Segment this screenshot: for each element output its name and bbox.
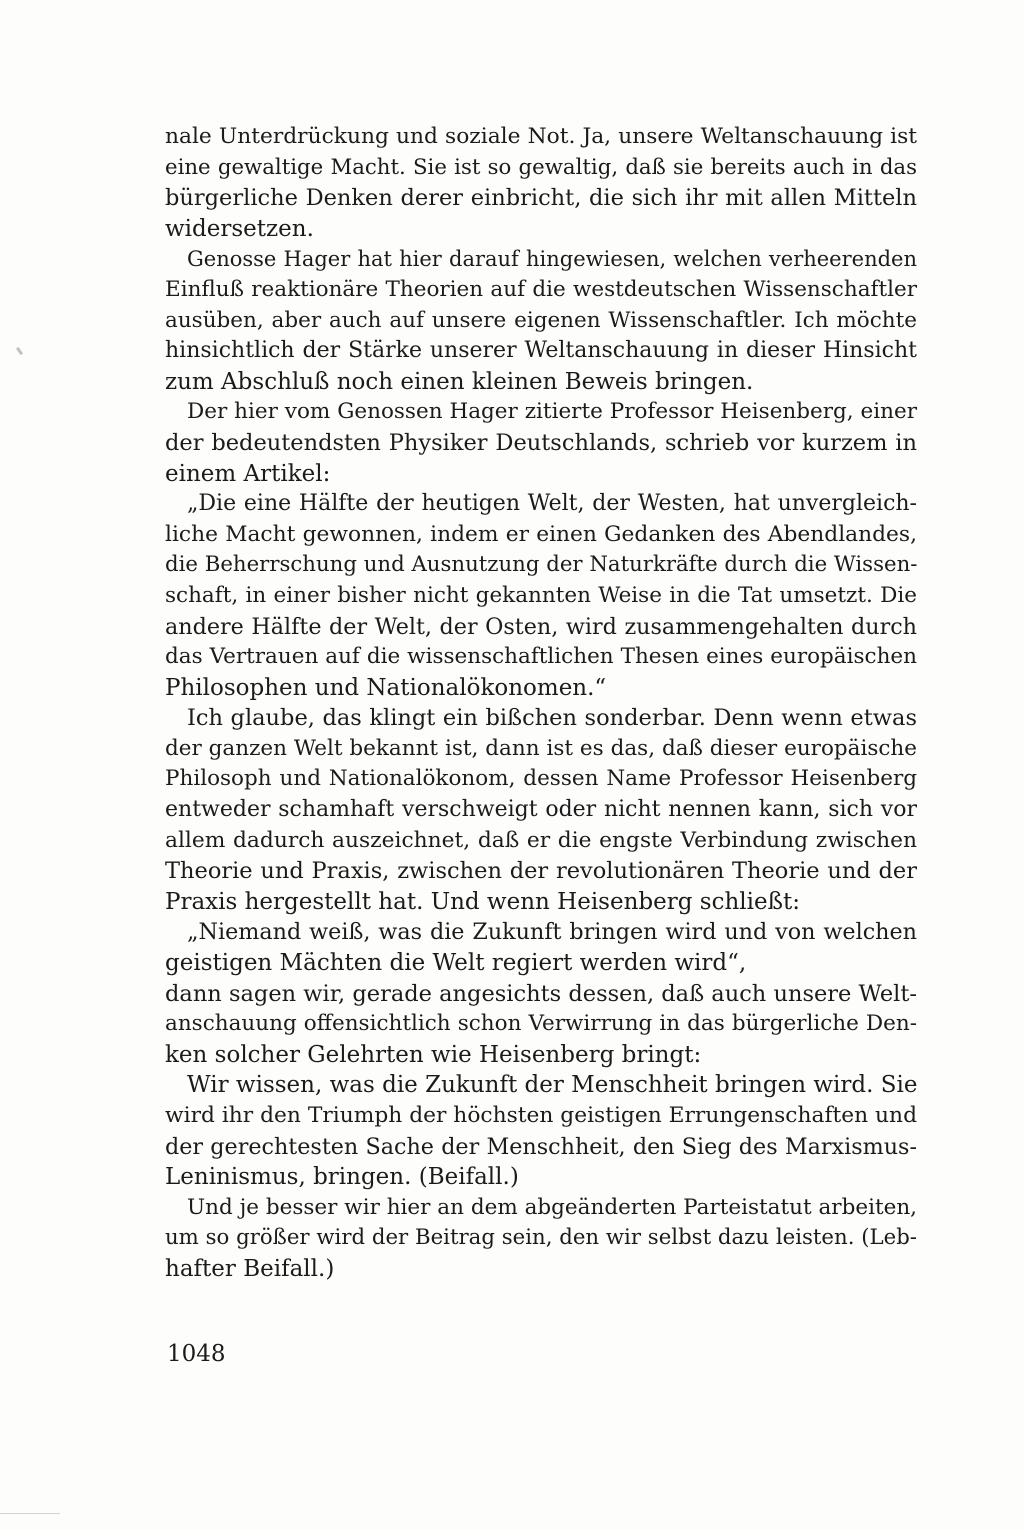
text-line: der ganzen Welt bekannt ist, dann ist es das, daß dieser europäische (165, 735, 917, 761)
text-line: andere Hälfte der Welt, der Osten, wird zusammengehalten durch (165, 613, 917, 640)
text-line: Der hier vom Genossen Hager zitierte Professor Heisenberg, einer (187, 399, 917, 425)
text-line: widersetzen. (165, 215, 314, 242)
text-line: Philosoph und Nationalökonom, dessen Name Professor Heisenberg (165, 766, 917, 792)
scan-speck (16, 347, 23, 355)
text-line: Leninismus, bringen. (Beifall.) (165, 1164, 519, 1191)
text-line: Genosse Hager hat hier darauf hingewiesen, welchen verheerenden (187, 247, 917, 272)
text-line: Wir wissen, was die Zukunft der Menschheit bringen wird. Sie (187, 1072, 918, 1099)
text-line: Ich glaube, das klingt ein bißchen sonderbar. Denn wenn etwas (187, 705, 917, 732)
text-line: hinsichtlich der Stärke unserer Weltanschauung in dieser Hinsicht (165, 338, 917, 364)
text-line: „Die eine Hälfte der heutigen Welt, der Westen, hat unvergleich- (187, 491, 917, 517)
text-line: entweder schamhaft verschweigt oder nicht nennen kann, sich vor (165, 797, 917, 823)
text-line: „Niemand weiß, was die Zukunft bringen wird und von welchen (187, 919, 917, 946)
text-line: Einfluß reaktionäre Theorien auf die westdeutschen Wissenschaftler (165, 276, 917, 302)
text-line: allem dadurch auszeichnet, daß er die engste Verbindung zwischen (165, 827, 917, 853)
text-line: das Vertrauen auf die wissenschaftlichen Thesen eines europäischen (165, 644, 917, 670)
text-line: eine gewaltige Macht. Sie ist so gewaltig, daß sie bereits auch in das (165, 154, 917, 180)
text-line: die Beherrschung und Ausnutzung der Naturkräfte durch die Wissen- (165, 552, 918, 578)
text-line: ken solcher Gelehrten wie Heisenberg bringt: (165, 1041, 702, 1068)
text-line: hafter Beifall.) (165, 1255, 335, 1282)
text-line: wird ihr den Triumph der höchsten geistigen Errungenschaften und (165, 1103, 917, 1128)
text-line: zum Abschluß noch einen kleinen Beweis bringen. (165, 368, 754, 395)
text-line: um so größer wird der Beitrag sein, den wir selbst dazu leisten. (Leb- (165, 1225, 917, 1251)
text-line: ausüben, aber auch auf unsere eigenen Wissenschaftler. Ich möchte (165, 307, 917, 333)
text-line: Theorie und Praxis, zwischen der revolutionären Theorie und der (165, 858, 917, 885)
text-line: Und je besser wir hier an dem abgeänderten Parteistatut arbeiten, (187, 1194, 917, 1220)
text-line: geistigen Mächten die Welt regiert werden wird“, (165, 950, 747, 977)
text-line: dann sagen wir, gerade angesichts dessen, daß auch unsere Welt- (165, 980, 917, 1007)
scan-edge-mark (0, 1513, 60, 1514)
text-line: anschauung offensichtlich schon Verwirrung in das bürgerliche Den- (165, 1011, 917, 1037)
text-line: liche Macht gewonnen, indem er einen Gedanken des Abendlandes, (165, 521, 917, 547)
text-line: schaft, in einer bisher nicht gekannten Weise in die Tat umsetzt. Die (165, 582, 917, 608)
text-line: einem Artikel: (165, 460, 331, 487)
text-line: nale Unterdrückung und soziale Not. Ja, unsere Weltanschauung ist (165, 124, 917, 149)
text-line: bürgerliche Denken derer einbricht, die sich ihr mit allen Mitteln (165, 185, 917, 212)
text-line: der bedeutendsten Physiker Deutschlands, schrieb vor kurzem in (165, 429, 917, 456)
text-line: Philosophen und Nationalökonomen.“ (165, 674, 607, 701)
text-line: Praxis hergestellt hat. Und wenn Heisenberg schließt: (165, 888, 800, 915)
page-number: 1048 (167, 1341, 226, 1367)
body-text (165, 122, 917, 1285)
text-line: der gerechtesten Sache der Menschheit, den Sieg des Marxismus- (165, 1133, 917, 1160)
